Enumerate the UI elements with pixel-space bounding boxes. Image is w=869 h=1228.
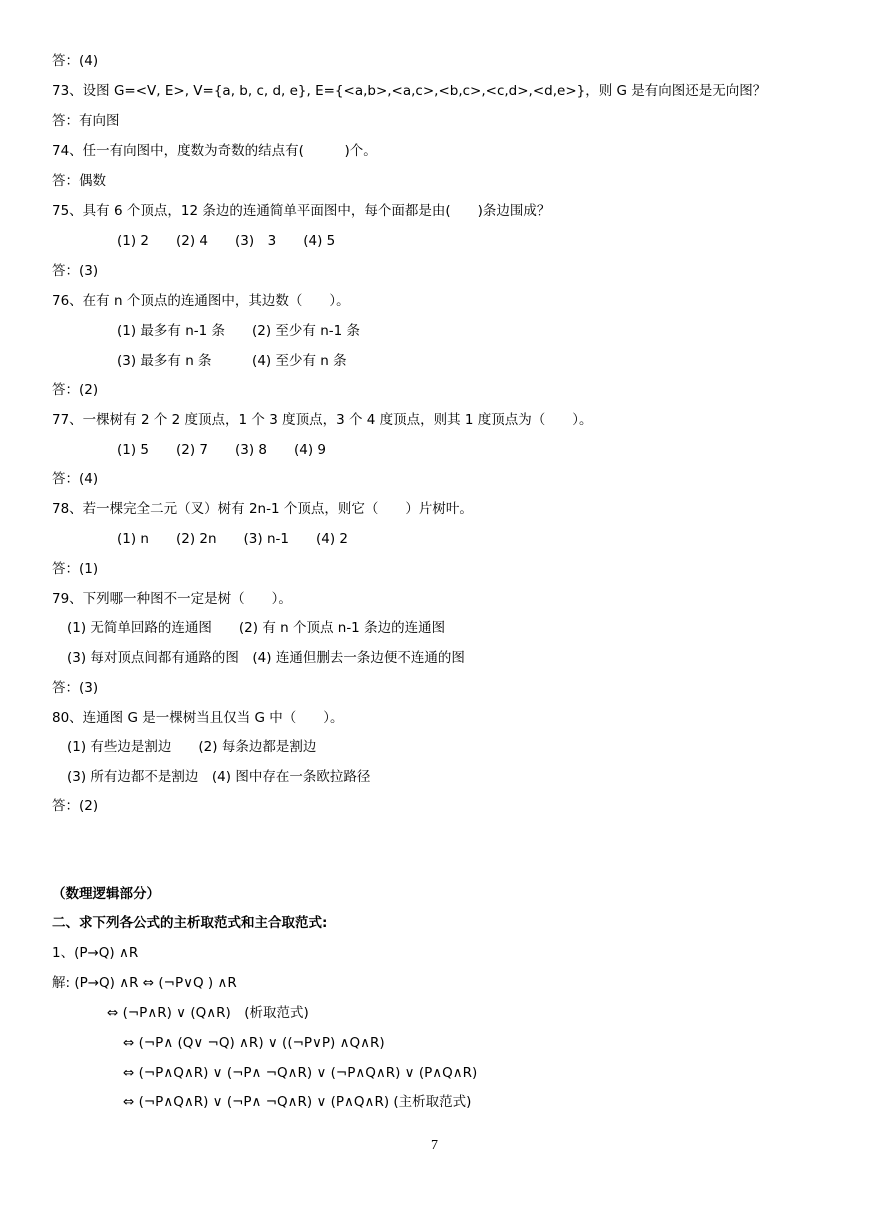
answer-76: 答：(2) xyxy=(52,382,99,398)
options-77: (1) 5 (2) 7 (3) 8 (4) 9 xyxy=(117,442,327,458)
answer-80: 答：(2) xyxy=(52,798,99,814)
options-80-a: (1) 有些边是割边 (2) 每条边都是割边 xyxy=(67,739,317,755)
answer-74: 答：偶数 xyxy=(52,173,106,189)
question-80: 80、连通图 G 是一棵树当且仅当 G 中（ ）。 xyxy=(52,710,344,726)
question-79: 79、下列哪一种图不一定是树（ ）。 xyxy=(52,591,292,607)
section-title-logic: （数理逻辑部分） xyxy=(52,886,160,902)
question-77: 77、一棵树有 2 个 2 度顶点，1 个 3 度顶点，3 个 4 度顶点，则其 1 度顶点为（ ）。 xyxy=(52,412,593,428)
answer-78: 答：(1) xyxy=(52,561,99,577)
answer-79: 答：(3) xyxy=(52,680,99,696)
answer-75: 答：(3) xyxy=(52,263,99,279)
page-number: 7 xyxy=(431,1138,438,1153)
options-79-a: (1) 无简单回路的连通图 (2) 有 n 个顶点 n-1 条边的连通图 xyxy=(67,620,446,636)
options-80-b: (3) 所有边都不是割边 (4) 图中存在一条欧拉路径 xyxy=(67,769,371,785)
solution-step-4: ⇔ (¬P∧Q∧R) ∨ (¬P∧ ¬Q∧R) ∨ (¬P∧Q∧R) ∨ (P∧Q∧R) xyxy=(123,1065,478,1081)
options-78: (1) n (2) 2n (3) n-1 (4) 2 xyxy=(117,531,348,547)
solution-step-2: ⇔ (¬P∧R) ∨ (Q∧R) (析取范式) xyxy=(107,1005,309,1021)
problem-1: 1、(P→Q) ∧R xyxy=(52,945,139,961)
solution-step-1: 解: (P→Q) ∧R ⇔ (¬P∨Q ) ∧R xyxy=(52,975,237,991)
solution-step-3: ⇔ (¬P∧ (Q∨ ¬Q) ∧R) ∨ ((¬P∨P) ∧Q∧R) xyxy=(123,1035,385,1051)
heading-part-two: 二、求下列各公式的主析取范式和主合取范式: xyxy=(52,915,328,931)
answer-77: 答：(4) xyxy=(52,471,99,487)
options-75: (1) 2 (2) 4 (3) 3 (4) 5 xyxy=(117,233,336,249)
solution-step-5: ⇔ (¬P∧Q∧R) ∨ (¬P∧ ¬Q∧R) ∨ (P∧Q∧R) (主析取范式) xyxy=(123,1094,472,1110)
options-76-b: (3) 最多有 n 条 (4) 至少有 n 条 xyxy=(117,353,347,369)
answer-72: 答：(4) xyxy=(52,53,99,69)
options-76-a: (1) 最多有 n-1 条 (2) 至少有 n-1 条 xyxy=(117,323,361,339)
question-74: 74、任一有向图中，度数为奇数的结点有( )个。 xyxy=(52,143,377,159)
options-79-b: (3) 每对顶点间都有通路的图 (4) 连通但删去一条边便不连通的图 xyxy=(67,650,465,666)
answer-73: 答：有向图 xyxy=(52,113,120,129)
question-76: 76、在有 n 个顶点的连通图中，其边数（ ）。 xyxy=(52,293,350,309)
question-75: 75、具有 6 个顶点，12 条边的连通简单平面图中，每个面都是由( )条边围成？ xyxy=(52,203,551,219)
question-78: 78、若一棵完全二元（叉）树有 2n-1 个顶点，则它（ ）片树叶。 xyxy=(52,501,473,517)
question-73: 73、设图 G=<V, E>, V={a, b, c, d, e}, E={<a,b>,<a,c>,<b,c>,<c,d>,<d,e>}，则 G 是有向图还是无向图？ xyxy=(52,83,767,99)
